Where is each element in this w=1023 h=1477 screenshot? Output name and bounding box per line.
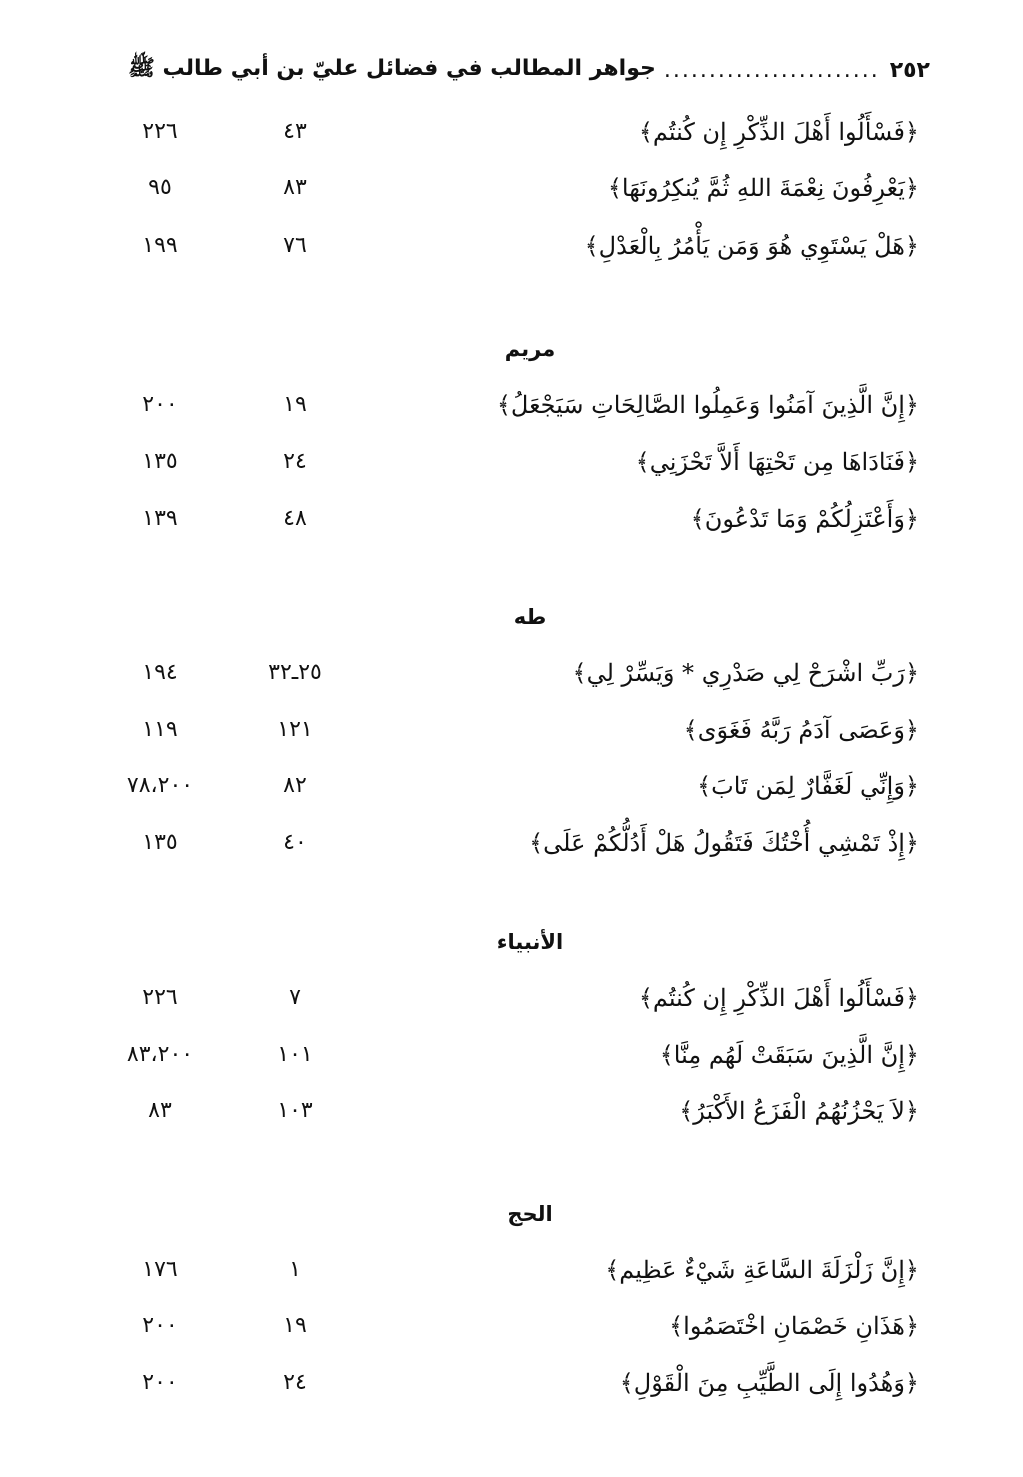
surah-heading: الحج xyxy=(507,1202,553,1226)
ayah-number: ٨٢ xyxy=(283,773,307,798)
page-number: ٢٥٢ xyxy=(889,57,930,83)
verse-text: ﴿يَعْرِفُونَ نِعْمَةَ اللهِ ثُمَّ يُنكِرُونَهَا﴾ xyxy=(607,174,919,202)
verse-text: ﴿فَنَادَاهَا مِن تَحْتِهَا أَلاَّ تَحْزَنِي﴾ xyxy=(635,448,919,476)
ayah-number: ١٢١ xyxy=(277,717,313,742)
page-reference: ١٧٦ xyxy=(142,1257,178,1282)
verse-text: ﴿هَلْ يَسْتَوِي هُوَ وَمَن يَأْمُرُ بِالْعَدْلِ﴾ xyxy=(584,232,919,260)
ayah-number: ١ xyxy=(289,1257,301,1282)
surah-heading: الأنبياء xyxy=(496,930,564,954)
ayah-number: ٧٦ xyxy=(283,233,307,258)
header-leader-dots: ........................ xyxy=(663,57,880,83)
page-reference: ١٣٩ xyxy=(142,506,178,531)
ayah-number: ١٩ xyxy=(283,392,307,417)
running-header xyxy=(90,50,930,90)
page-reference: ٩٥ xyxy=(148,175,172,200)
index-row xyxy=(0,160,1023,216)
page-reference: ١١٩ xyxy=(142,717,178,742)
index-row xyxy=(0,815,1023,871)
page-reference: ٨٣،٢٠٠ xyxy=(126,1042,194,1067)
book-title: جواهر المطالب في فضائل عليّ بن أبي طالب ﷺ xyxy=(128,56,656,81)
index-row xyxy=(0,104,1023,160)
page-reference: ٨٣ xyxy=(148,1098,172,1123)
index-row xyxy=(0,1027,1023,1083)
verse-text: ﴿فَسْأَلُوا أَهْلَ الذِّكْرِ إِن كُنتُم﴾ xyxy=(638,118,919,146)
verse-text: ﴿هَذَانِ خَصْمَانِ اخْتَصَمُوا﴾ xyxy=(669,1312,919,1340)
verse-text: ﴿وَأَعْتَزِلُكُمْ وَمَا تَدْعُونَ﴾ xyxy=(690,505,919,533)
ayah-number: ١٠١ xyxy=(277,1042,313,1067)
ayah-number: ٨٣ xyxy=(283,175,307,200)
page-reference: ١٩٤ xyxy=(142,660,178,685)
verse-text: ﴿إِنَّ زَلْزَلَةَ السَّاعَةِ شَيْءٌ عَظِيم﴾ xyxy=(605,1256,919,1284)
ayah-number: ٢٤ xyxy=(283,1370,307,1395)
ayah-number: ١٩ xyxy=(283,1313,307,1338)
page-reference: ٢٠٠ xyxy=(142,1370,178,1395)
page-reference: ٢٠٠ xyxy=(142,1313,178,1338)
page-reference: ١٣٥ xyxy=(142,830,178,855)
verse-text: ﴿رَبِّ اشْرَحْ لِي صَدْرِي * وَيَسِّرْ لِي﴾ xyxy=(572,659,919,687)
ayah-number: ٢٥ـ٣٢ xyxy=(268,660,322,685)
ayah-number: ٤٣ xyxy=(283,119,307,144)
ayah-number: ٢٤ xyxy=(283,449,307,474)
verse-text: ﴿إِنَّ الَّذِينَ سَبَقَتْ لَهُم مِنَّا﴾ xyxy=(659,1041,919,1069)
page-reference: ٢٢٦ xyxy=(142,985,178,1010)
index-row xyxy=(0,645,1023,701)
index-row xyxy=(0,218,1023,274)
surah-heading: طه xyxy=(513,605,547,629)
page-reference: ١٣٥ xyxy=(142,449,178,474)
verse-text: ﴿إِذْ تَمْشِي أُخْتُكَ فَتَقُولُ هَلْ أَدُلُّكُمْ عَلَى﴾ xyxy=(529,829,919,857)
verse-text: ﴿فَسْأَلُوا أَهْلَ الذِّكْرِ إِن كُنتُم﴾ xyxy=(638,984,919,1012)
index-row xyxy=(0,702,1023,758)
ayah-number: ٧ xyxy=(289,985,301,1010)
ayah-number: ٤٠ xyxy=(283,830,307,855)
index-row xyxy=(0,1355,1023,1411)
index-row xyxy=(0,970,1023,1026)
index-row xyxy=(0,1242,1023,1298)
page-reference: ٢٠٠ xyxy=(142,392,178,417)
ayah-number: ٤٨ xyxy=(283,506,307,531)
page-reference: ٧٨،٢٠٠ xyxy=(126,773,194,798)
index-row xyxy=(0,491,1023,547)
verse-text: ﴿وَهُدُوا إِلَى الطَّيِّبِ مِنَ الْقَوْلِ﴾ xyxy=(619,1369,919,1397)
page-reference: ٢٢٦ xyxy=(142,119,178,144)
index-row xyxy=(0,377,1023,433)
verse-text: ﴿وَعَصَى آدَمُ رَبَّهُ فَغَوَى﴾ xyxy=(683,716,919,744)
index-row xyxy=(0,758,1023,814)
verse-text: ﴿لاَ يَحْزُنُهُمُ الْفَزَعُ الأَكْبَرُ﴾ xyxy=(679,1097,919,1125)
index-row xyxy=(0,1298,1023,1354)
verse-text: ﴿وَإِنِّي لَغَفَّارٌ لِمَن تَابَ﴾ xyxy=(697,772,919,800)
surah-heading: مريم xyxy=(504,337,556,361)
index-row xyxy=(0,434,1023,490)
page-reference: ١٩٩ xyxy=(142,233,178,258)
ayah-number: ١٠٣ xyxy=(277,1098,313,1123)
verse-text: ﴿إِنَّ الَّذِينَ آمَنُوا وَعَمِلُوا الصَّالِحَاتِ سَيَجْعَلُ﴾ xyxy=(496,391,919,419)
index-row xyxy=(0,1083,1023,1139)
